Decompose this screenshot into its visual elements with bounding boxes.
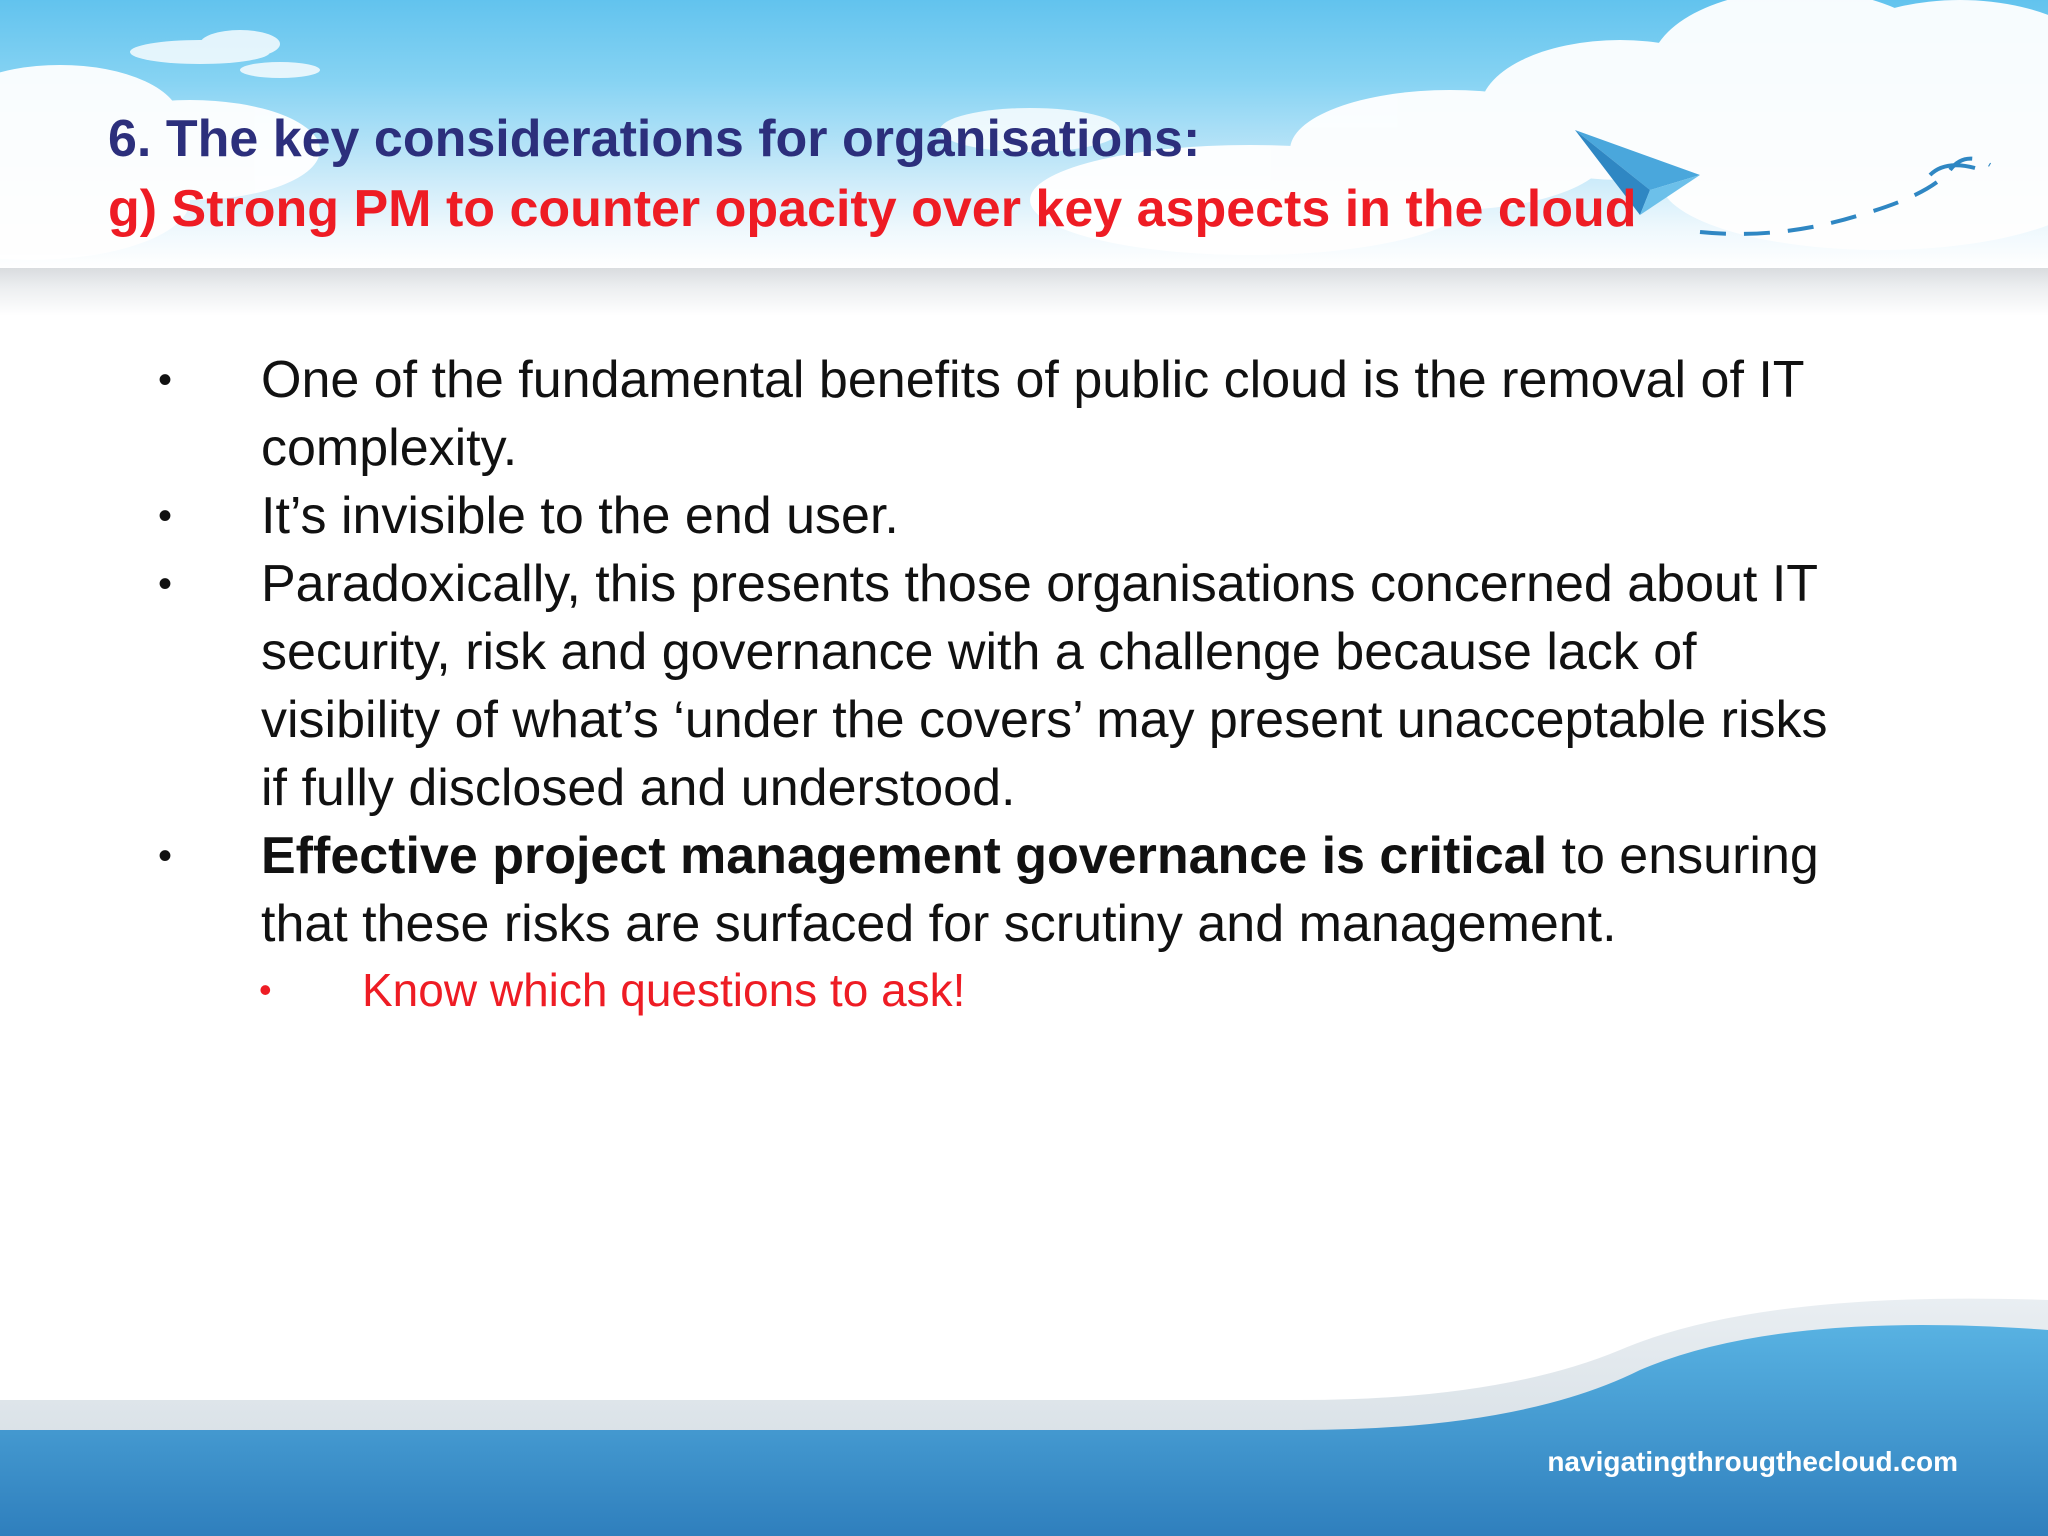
bullet-item <box>0 346 1861 482</box>
bullet-text: One of the fundamental benefits of public cloud is the removal of IT complexity. <box>261 351 1804 477</box>
bullet-icon: • <box>158 494 173 538</box>
bullet-text: Paradoxically, this presents those organisations concerned about IT security, risk and governance with a challenge because lack of visibility of what’s ‘under the covers’ may present unacceptable risks if fully disclosed and understood. <box>261 555 1828 817</box>
title-line-2: g) Strong PM to counter opacity over key aspects in the cloud <box>108 180 1637 238</box>
bullet-item <box>0 550 1861 822</box>
header-shadow-band <box>0 268 2048 316</box>
bullet-icon: • <box>158 562 173 606</box>
bullet-item <box>0 822 1861 958</box>
bullet-list <box>0 346 2048 1022</box>
footer-url: navigatingthrougthecloud.com <box>1547 1446 1958 1477</box>
sub-bullet-item <box>0 958 2048 1022</box>
bullet-item <box>0 482 1861 550</box>
footer-wave-background <box>0 1290 2048 1536</box>
bullet-text: It’s invisible to the end user. <box>261 487 899 545</box>
bullet-bold-text: Effective project management governance is critical <box>261 827 1548 885</box>
slide-title <box>108 104 1637 244</box>
slide-body <box>0 346 2048 1022</box>
sub-bullet-text: Know which questions to ask! <box>362 964 966 1016</box>
sub-bullet-icon: • <box>259 969 272 1010</box>
bullet-icon: • <box>158 834 173 878</box>
bullet-text: to ensuring that these risks are surfaced for scrutiny and management. <box>261 827 1819 953</box>
title-line-1: 6. The key considerations for organisations: <box>108 110 1201 168</box>
bullet-icon: • <box>158 358 173 402</box>
